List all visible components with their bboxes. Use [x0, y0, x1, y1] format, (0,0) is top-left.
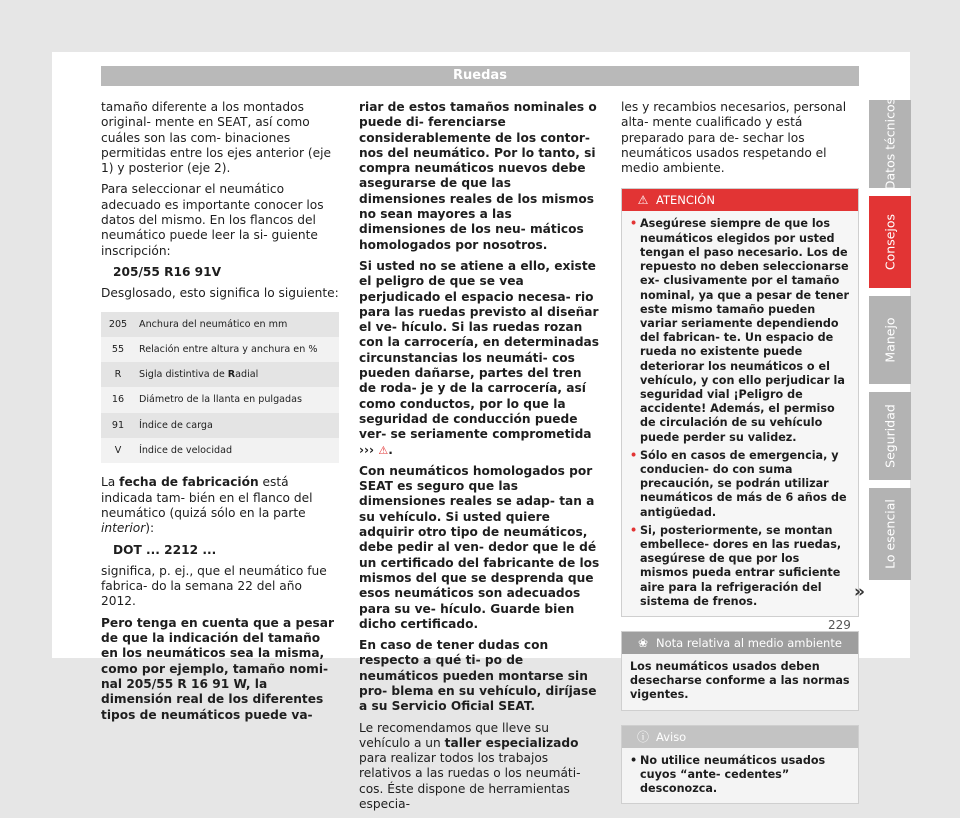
- table-cell-code: 16: [101, 387, 135, 412]
- list-item-text: Sólo en casos de emergencia, y conducien- do con suma precaución, se podrán utilizar neumáticos de más de 6 años de antigüedad.: [640, 448, 847, 519]
- notice-body: [622, 748, 858, 804]
- tire-code-table: [101, 312, 339, 464]
- table-row: [101, 413, 339, 438]
- tab-consejos[interactable]: [869, 196, 911, 288]
- table-cell-code: 91: [101, 413, 135, 438]
- list-item: [630, 217, 850, 444]
- text: para realizar todos los trabajos relativos a las ruedas o los neumáti- cos. Éste dispone de herramientas especia-: [359, 751, 581, 812]
- tab-label: Lo esencial: [882, 499, 898, 569]
- warning-title: ATENCIÓN: [656, 193, 715, 208]
- desc-text: adial: [235, 369, 259, 381]
- table-row: [101, 362, 339, 387]
- warning-triangle-icon: ⚠: [637, 193, 649, 208]
- paragraph-bold: [359, 259, 601, 458]
- italic-text: interior: [101, 521, 146, 536]
- bullet-icon: •: [630, 523, 638, 537]
- page-header: Ruedas: [101, 66, 859, 86]
- environment-note-body: Los neumáticos usados deben desecharse conforme a las normas vigentes.: [622, 654, 858, 710]
- text: La: [101, 475, 120, 490]
- column-3: [621, 100, 859, 818]
- desc-bold: R: [227, 369, 236, 381]
- text: .: [388, 442, 393, 457]
- environment-note-title: Nota relativa al medio ambiente: [656, 635, 842, 650]
- table-cell-desc: Índice de carga: [135, 413, 339, 438]
- paragraph: tamaño diferente a los montados original- mente en SEAT, así como cuáles son las com- binaciones permitidas entre los ejes anterior (eje 1) y posterior (eje 2).: [101, 100, 332, 176]
- table-cell-code: V: [101, 438, 135, 463]
- column-1: [101, 100, 339, 729]
- text: Si usted no se atiene a ello, existe el peligro de que se vea perjudicado el espacio necesa- rio para las ruedas previsto al diseñar el ve- hículo. Si las ruedas rozan con la carrocería, en determinadas circunstancias los neumáti- cos pueden dañarse, partes del tren de roda- je y de la carrocería, así como conductos, por lo que la seguridad de conducción puede ver- se seriamente comprometida: [359, 258, 600, 442]
- tab-seguridad[interactable]: [869, 392, 911, 480]
- table-cell-desc: Anchura del neumático en mm: [135, 312, 339, 337]
- table-row: [101, 337, 339, 362]
- table-cell-desc: Índice de velocidad: [135, 438, 339, 463]
- paragraph-bold: Con neumáticos homologados por SEAT es seguro que las dimensiones reales se adap- tan a su vehículo. Si usted quiere adquirir otro tipo de neumáticos, debe pedir al ven- dedor que le dé un certificado del fabricante de los mismos del que se desprenda que esos neumáticos son adecuados para su ve- hículo. Guarde bien dicho certificado.: [359, 463, 600, 631]
- info-icon: ⓘ: [636, 729, 649, 744]
- paragraph: [101, 475, 339, 536]
- dot-code: DOT ... 2212 ...: [113, 542, 217, 557]
- tab-datos-tecnicos[interactable]: [869, 97, 911, 191]
- list-item-text: Asegúrese siempre de que los neumáticos elegidos por usted tengan el paso necesario. Los de repuesto no deben seleccionarse ex- clusivamente por el tamaño nominal, ya que a pesar de tener este mismo tamaño pueden variar seriamente dependiendo del fabrican- te. Un espacio de rueda no existente puede deteriorar los neumáticos o el vehículo, y con ello perjudicar la seguridad vial ¡Peligro de accidente! Además, el permiso de circulación de su vehículo puede perder su validez.: [640, 217, 849, 444]
- table-row: [101, 312, 339, 337]
- table-cell-code: 205: [101, 312, 135, 337]
- paragraph: Para seleccionar el neumático adecuado es importante conocer los datos del mismo. En los flancos del neumático puede leer la si- guiente inscripción:: [101, 182, 324, 258]
- table-cell-code: R: [101, 362, 135, 387]
- next-page-arrow-icon[interactable]: »: [854, 582, 865, 602]
- bold-text: taller especializado: [444, 735, 579, 750]
- warning-box: [621, 188, 859, 616]
- reference-arrows[interactable]: ›››: [359, 442, 375, 457]
- tire-inscription: 205/55 R16 91V: [113, 264, 222, 279]
- page-number: 229: [828, 618, 851, 632]
- list-item: [630, 449, 850, 520]
- paragraph-bold: riar de estos tamaños nominales o puede di- ferenciarse considerablemente de los contor- nos del neumático. Por lo tanto, si compra neumáticos nuevos debe asegurarse de que las dimensiones reales de los mismos no sean mayores a las dimensiones de los neu- máticos homologados por nosotros.: [359, 100, 597, 252]
- list-item-text: No utilice neumáticos usados cuyos “ante- cedentes” desconozca.: [640, 753, 826, 795]
- notice-title: Aviso: [656, 729, 687, 744]
- notice-header: [622, 726, 858, 748]
- tab-manejo[interactable]: [869, 296, 911, 384]
- tab-label: Datos técnicos: [882, 97, 898, 191]
- paragraph: [359, 721, 601, 813]
- bullet-icon: •: [630, 753, 638, 767]
- tab-label: Manejo: [882, 317, 898, 363]
- paragraph-bold: En caso de tener dudas con respecto a qué ti- po de neumáticos pueden montarse sin pro- blema en su vehículo, diríjase a su Servicio Oficial SEAT.: [359, 638, 597, 714]
- paragraph: Desglosado, esto significa lo siguiente:: [101, 286, 339, 301]
- text: ):: [145, 521, 155, 536]
- text: está indicada tam- bién en el flanco del neumático (quizá sólo en la parte: [101, 475, 313, 520]
- paragraph: significa, p. ej., que el neumático fue fabrica- do la semana 22 del año 2012.: [101, 563, 327, 609]
- table-cell-desc: [135, 362, 339, 387]
- table-row: [101, 387, 339, 412]
- paragraph: les y recambios necesarios, personal alta- mente cualificado y está preparado para de- sechar los neumáticos usados respetando el medio ambiente.: [621, 100, 847, 176]
- table-cell-code: 55: [101, 337, 135, 362]
- text: Le recomendamos que lleve su vehículo a un: [359, 720, 549, 750]
- table-cell-desc: Relación entre altura y anchura en %: [135, 337, 339, 362]
- bullet-icon: •: [630, 217, 638, 231]
- table-row: [101, 438, 339, 463]
- bold-text: fecha de fabricación: [119, 475, 259, 490]
- column-2: [359, 100, 601, 818]
- list-item-text: Si, posteriormente, se montan embellece- dores en las ruedas, asegúrese de que por los mismos pueda entrar suficiente aire para la refrigeración del sistema de frenos.: [640, 523, 842, 608]
- environment-note-header: [622, 632, 858, 654]
- tab-label: Consejos: [882, 213, 898, 271]
- notice-box: [621, 725, 859, 805]
- bullet-icon: •: [630, 448, 638, 462]
- list-item: [630, 524, 850, 609]
- warning-box-header: [622, 189, 858, 211]
- warning-box-body: [622, 211, 858, 615]
- table-cell-desc: Diámetro de la llanta en pulgadas: [135, 387, 339, 412]
- warning-triangle-icon[interactable]: ⚠: [378, 443, 389, 457]
- desc-text: Sigla distintiva de: [139, 369, 228, 381]
- paragraph-bold: Pero tenga en cuenta que a pesar de que la indicación del tamaño en los neumáticos sea la misma, como por ejemplo, tamaño nomi- nal 205/55 R 16 91 W, la dimensión real de los diferentes tipos de neumáticos puede va-: [101, 615, 334, 722]
- leaf-icon: ❀: [637, 635, 649, 650]
- tab-label: Seguridad: [882, 404, 898, 468]
- tab-lo-esencial[interactable]: [869, 488, 911, 580]
- list-item: [630, 754, 850, 797]
- environment-note-box: [621, 631, 859, 711]
